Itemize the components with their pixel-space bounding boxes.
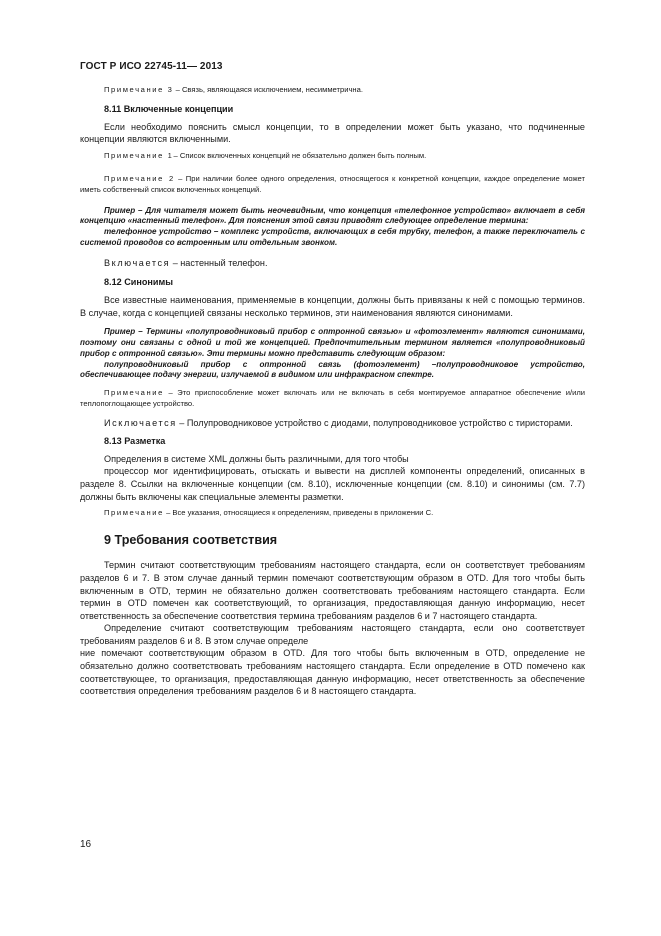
excludes-line [80, 417, 585, 430]
note-1 [80, 150, 585, 161]
page-number: 16 [80, 839, 92, 850]
paragraph: ние помечают соответствующим образом в OTD. Для того чтобы быть включенным в OTD, определение не обязательно должно соответствовать требованиям настоящего стандарта. Если определение в OTD помечено как соответствующее, то организация, предоставляющая данную информацию, несет ответственность за обеспечение соответствия определения требованиям разделов 6 и 8 настоящего стандарта. [80, 648, 585, 697]
note-text: – Связь, являющаяся исключением, несимметрична. [173, 85, 363, 94]
note-label: Примечание 2 [104, 174, 175, 184]
excludes-label: Исключается [104, 417, 177, 428]
note [80, 387, 585, 409]
example-definition: телефонное устройство – комплекс устройств, включающих в себя трубку, телефон, а также переключатель с системой проводов со встроенным или отдельным звонком. [80, 227, 585, 247]
page-content [80, 84, 585, 698]
paragraph: Если необходимо пояснить смысл концепции, то в определении может быть указано, что подчиненные концепции являются включенными. [80, 121, 585, 145]
section-heading-8-11: 8.11 Включенные концепции [104, 104, 234, 115]
note-text: – Все указания, относящиеся к определениям, приведены в приложении С. [163, 508, 434, 518]
excludes-text: – Полупроводниковое устройство с диодами, полупроводниковое устройство с тиристорами. [176, 417, 573, 428]
includes-line [80, 257, 585, 270]
section-heading-8-13: 8.13 Разметка [104, 436, 166, 447]
note-text: – Это приспособление может включать или не включать в себя монтируемое аппаратное обеспечение и/или теплопоглощающее устройство. [80, 388, 585, 409]
note-label: Примечание 3 [104, 85, 174, 94]
example-definition: полупроводниковый прибор с оптронной связь (фотоэлемент) –полупроводниковое устройство, обеспечивающее подачу энергии, излучаемой в видимом или инфракрасном спектре. [80, 359, 585, 380]
example-text: Пример – Термины «полупроводниковый прибор с оптронной связью» и «фотоэлемент» являются синонимами, поэтому они связаны с одной и той же концепцией. Предпочтительным термином является «полупроводниковый прибор с оптронной связью». Эти термины можно представить следующим образом: [80, 327, 585, 358]
note-label: Примечание 1 [104, 150, 174, 160]
example-text: Пример – Для читателя может быть неочевидным, что концепция «телефонное устройство» включает в себя концепцию «настенный телефон». Для пояснения этой связи приводят следующее определение термина: [80, 205, 585, 226]
paragraph: процессор мог идентифицировать, отыскать и вывести на дисплей компоненты определений, описанных в разделе 8. Ссылки на включенные концепции (см. 8.10), исключенные концепции (см. 8.10) и синонимы (см. 7.7) должны быть включены как специальные элементы разметки. [80, 466, 585, 502]
note-label: Примечание [104, 508, 164, 518]
note [80, 507, 585, 518]
paragraph: Определения в системе XML должны быть различными, для того чтобы [104, 453, 409, 464]
paragraph: Определение считают соответствующим требованиям настоящего стандарта, если оно соответствует требованиям разделов 6 и 8. В этом случае определе [80, 623, 585, 646]
includes-text: – настенный телефон. [170, 257, 268, 268]
note-text: – Список включенных концепций не обязательно должен быть полным. [173, 150, 427, 160]
paragraph: Термин считают соответствующим требованиям настоящего стандарта, если он соответствует требованиям разделов 6 и 7. В этом случае данный термин помечают соответствующим образом в OTD. Для того чтобы быть включенным в OTD, термин не обязательно должен соответствовать требованиям настоящего стандарта. Если термин в OTD помечен как соответствующий, то организация, предоставляющая данную информацию, несет ответственность за обеспечение соответствия термина требованиям разделов 6 и 7 настоящего стандарта. [80, 560, 585, 621]
paragraph: Все известные наименования, применяемые в концепции, должны быть привязаны к ней с помощью терминов. В случае, когда с концепцией связаны несколько терминов, эти наименования являются синонимами. [80, 294, 585, 318]
note-text: – При наличии более одного определения, относящегося к конкретной концепции, каждое определение может иметь собственный список включенных концепций. [80, 174, 585, 195]
note-label: Примечание [104, 388, 164, 398]
note-3 [80, 84, 585, 95]
includes-label: Включается [104, 257, 171, 268]
section-heading-9: 9 Требования соответствия [104, 533, 278, 548]
section-heading-8-12: 8.12 Синонимы [104, 277, 174, 288]
note-2 [80, 173, 585, 195]
document-header: ГОСТ Р ИСО 22745-11— 2013 [80, 61, 223, 72]
